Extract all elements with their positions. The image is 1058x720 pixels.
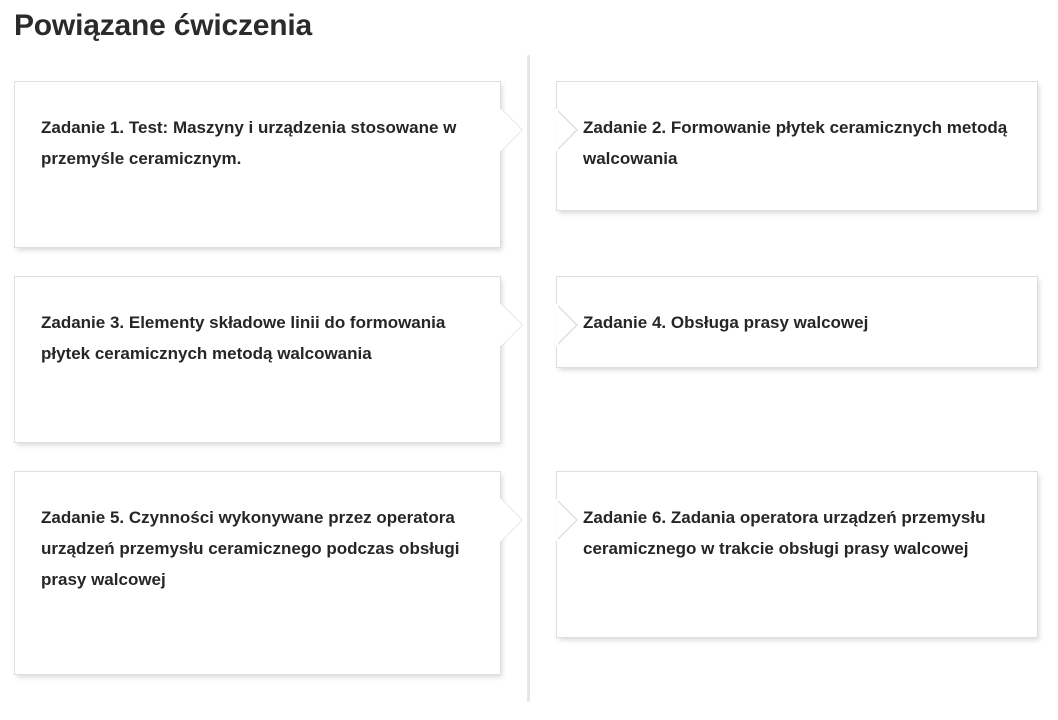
notch-seam-mask bbox=[556, 304, 558, 346]
exercise-card-4[interactable] bbox=[556, 276, 1038, 368]
exercise-card-6[interactable] bbox=[556, 471, 1038, 638]
notch-fill bbox=[556, 498, 578, 542]
arrow-right-icon bbox=[501, 498, 523, 542]
notch-seam-mask bbox=[556, 499, 558, 541]
exercise-card-1[interactable] bbox=[14, 81, 501, 248]
exercise-card-5[interactable] bbox=[14, 471, 501, 675]
exercise-card-3[interactable] bbox=[14, 276, 501, 443]
arrow-seam-mask bbox=[499, 109, 501, 151]
exercise-card-5-label: Zadanie 5. Czynności wykonywane przez operatora urządzeń przemysłu ceramicznego podczas obsługi prasy walcowej bbox=[41, 508, 460, 589]
arrow-seam-mask bbox=[499, 304, 501, 346]
notch-left-icon bbox=[556, 303, 578, 347]
notch-left-icon bbox=[556, 108, 578, 152]
exercise-card-3-label: Zadanie 3. Elementy składowe linii do formowania płytek ceramicznych metodą walcowania bbox=[41, 313, 446, 363]
arrow-seam-mask bbox=[499, 499, 501, 541]
exercise-card-2[interactable] bbox=[556, 81, 1038, 211]
exercise-card-6-label: Zadanie 6. Zadania operatora urządzeń przemysłu ceramicznego w trakcie obsługi prasy walcowej bbox=[583, 508, 986, 558]
exercise-card-1-label: Zadanie 1. Test: Maszyny i urządzenia stosowane w przemyśle ceramicznym. bbox=[41, 118, 457, 168]
notch-left-icon bbox=[556, 498, 578, 542]
notch-fill bbox=[556, 303, 578, 347]
notch-fill bbox=[556, 108, 578, 152]
page-title: Powiązane ćwiczenia bbox=[14, 9, 312, 42]
arrow-right-icon bbox=[501, 108, 523, 152]
exercise-card-4-label: Zadanie 4. Obsługa prasy walcowej bbox=[583, 313, 869, 332]
arrow-right-icon bbox=[501, 303, 523, 347]
notch-seam-mask bbox=[556, 109, 558, 151]
exercise-card-2-label: Zadanie 2. Formowanie płytek ceramicznych metodą walcowania bbox=[583, 118, 1008, 168]
